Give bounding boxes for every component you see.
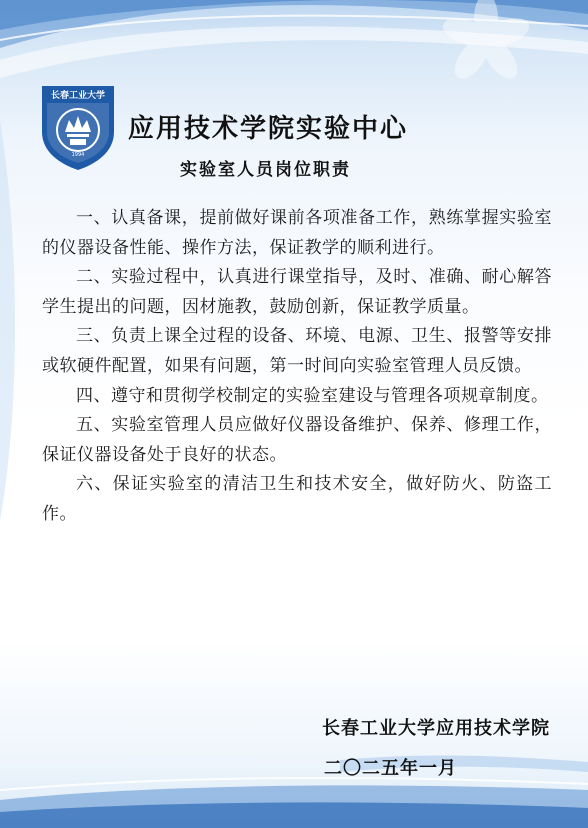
emblem-year: 1994 bbox=[71, 152, 85, 158]
signature-organization: 长春工业大学应用技术学院 bbox=[322, 718, 550, 739]
signature-date: 二〇二五年一月 bbox=[324, 758, 457, 779]
duty-item: 五、实验室管理人员应做好仪器设备维护、保养、修理工作，保证仪器设备处于良好的状态。 bbox=[42, 415, 552, 465]
duty-item: 一、认真备课，提前做好课前各项准备工作，熟练掌握实验室的仪器设备性能、操作方法，保证教学的顺利进行。 bbox=[42, 208, 552, 258]
university-emblem-icon bbox=[38, 80, 118, 172]
page-subtitle: 实验室人员岗位职责 bbox=[180, 160, 351, 180]
duty-item: 六、保证实验室的清洁卫生和技术安全，做好防火、防盗工作。 bbox=[42, 474, 552, 524]
duty-item: 三、负责上课全过程的设备、环境、电源、卫生、报警等安排或软硬件配置，如果有问题，第一时间向实验室管理人员反馈。 bbox=[42, 326, 552, 376]
duty-item: 四、遵守和贯彻学校制定的实验室建设与管理各项规章制度。 bbox=[76, 385, 549, 406]
page-title: 应用技术学院实验中心 bbox=[128, 114, 409, 144]
duty-item: 二、实验过程中，认真进行课堂指导，及时、准确、耐心解答学生提出的问题，因材施教，鼓励创新，保证教学质量。 bbox=[42, 267, 552, 317]
duty-list bbox=[42, 204, 552, 530]
emblem-name: 长春工业大学 bbox=[50, 91, 106, 101]
